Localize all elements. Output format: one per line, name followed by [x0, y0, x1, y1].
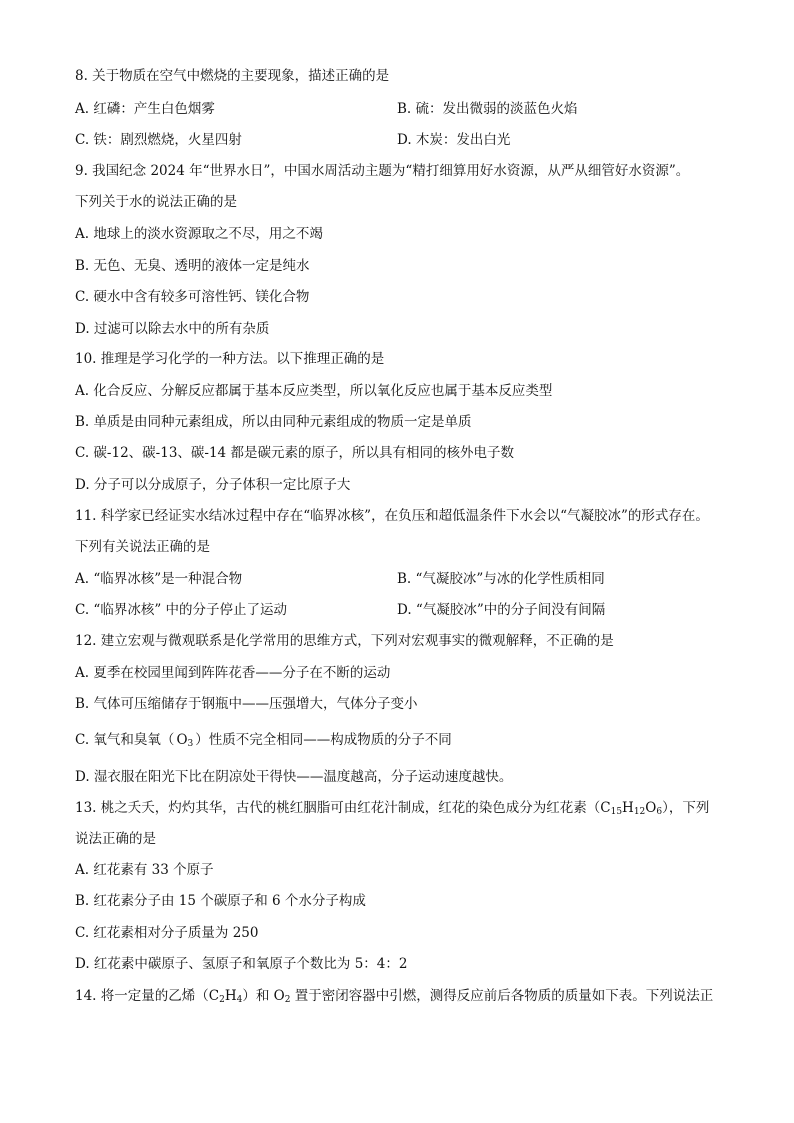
- question-11-stem-line2: 下列有关说法正确的是: [75, 539, 210, 555]
- question-9-option-d: D. 过滤可以除去水中的所有杂质: [75, 321, 270, 337]
- question-10-stem: 10. 推理是学习化学的一种方法。以下推理正确的是: [75, 351, 385, 367]
- question-8-option-b: B. 硫：发出微弱的淡蓝色火焰: [397, 101, 578, 117]
- formula-subscript: 6: [656, 807, 663, 817]
- question-14-stem: [75, 987, 713, 1005]
- question-11-option-c: C. “临界冰核” 中的分子停止了运动: [75, 602, 288, 618]
- question-13-stem-suffix: ），下列: [662, 800, 710, 816]
- formula-element: H: [622, 800, 634, 816]
- question-10-option-d: D. 分子可以分成原子，分子体积一定比原子大: [75, 477, 351, 493]
- formula-element: H: [224, 988, 237, 1004]
- question-12-option-c: [75, 731, 452, 749]
- formula-subscript: 12: [633, 807, 646, 817]
- question-8-stem: 8. 关于物质在空气中燃烧的主要现象，描述正确的是: [75, 68, 390, 84]
- formula-subscript: 2: [284, 995, 291, 1005]
- question-14-stem-middle: ）和 O: [242, 988, 285, 1004]
- question-9-option-c: C. 硬水中含有较多可溶性钙、镁化合物: [75, 289, 310, 305]
- ozone-formula: [176, 731, 193, 749]
- question-12-option-d: D. 湿衣服在阳光下比在阴凉处干得快——温度越高，分子运动速度越快。: [75, 769, 513, 785]
- question-11-option-d: D. “气凝胶冰”中的分子间没有间隔: [397, 602, 606, 618]
- question-11-stem-line1: 11. 科学家已经证实水结冰过程中存在“临界冰核”，在负压和超低温条件下水会以“气凝胶冰”的形式存在。: [75, 508, 709, 524]
- question-13-stem-line2: 说法正确的是: [75, 831, 156, 847]
- question-12-option-a: A. 夏季在校园里闻到阵阵花香——分子在不断的运动: [75, 665, 391, 681]
- ozone-formula-symbol: O: [176, 732, 188, 748]
- question-9-option-a: A. 地球上的淡水资源取之不尽，用之不竭: [75, 226, 323, 242]
- question-10-option-a: A. 化合反应、分解反应都属于基本反应类型，所以氧化反应也属于基本反应类型: [75, 383, 553, 399]
- question-11-option-a: A. “临界冰核”是一种混合物: [75, 571, 243, 587]
- question-11-option-b: B. “气凝胶冰”与冰的化学性质相同: [397, 571, 605, 587]
- question-9-stem-line2: 下列关于水的说法正确的是: [75, 194, 237, 210]
- question-8-option-a: A. 红磷：产生白色烟雾: [75, 101, 215, 117]
- formula-subscript: 2: [219, 995, 225, 1005]
- question-13-stem-prefix: 13. 桃之夭夭，灼灼其华，古代的桃红胭脂可由红花汁制成，红花的染色成分为红花素（C: [75, 800, 611, 816]
- question-10-option-b: B. 单质是由同种元素组成，所以由同种元素组成的物质一定是单质: [75, 414, 472, 430]
- question-13-option-a: A. 红花素有 33 个原子: [75, 862, 214, 878]
- question-13-option-d: D. 红花素中碳原子、氢原子和氧原子个数比为 5：4：2: [75, 956, 408, 972]
- question-12-stem: 12. 建立宏观与微观联系是化学常用的思维方式，下列对宏观事实的微观解释，不正确的是: [75, 633, 614, 649]
- formula-subscript: 15: [610, 807, 623, 817]
- question-12-option-c-suffix: ）性质不完全相同——构成物质的分子不同: [195, 732, 452, 748]
- question-9-stem-line1: 9. 我国纪念 2024 年“世界水日”，中国水周活动主题为“精打细算用好水资源，从严从细管好水资源”。: [75, 163, 690, 179]
- question-8-option-d: D. 木炭：发出白光: [397, 132, 511, 148]
- question-9-option-b: B. 无色、无臭、透明的液体一定是纯水: [75, 258, 310, 274]
- question-10-option-c: C. 碳-12、碳-13、碳-14 都是碳元素的原子，所以具有相同的核外电子数: [75, 445, 514, 461]
- question-8-option-c: C. 铁：剧烈燃烧，火星四射: [75, 132, 242, 148]
- formula-subscript: 4: [236, 995, 243, 1005]
- question-12-option-b: B. 气体可压缩储存于钢瓶中——压强增大，气体分子变小: [75, 696, 418, 712]
- ozone-formula-subscript: 3: [187, 739, 194, 749]
- question-13-option-c: C. 红花素相对分子质量为 250: [75, 925, 259, 941]
- question-13-option-b: B. 红花素分子由 15 个碳原子和 6 个水分子构成: [75, 893, 366, 909]
- question-14-stem-prefix: 14. 将一定量的乙烯（C: [75, 988, 220, 1004]
- question-14-stem-suffix: 置于密闭容器中引燃，测得反应前后各物质的质量如下表。下列说法正: [290, 988, 714, 1004]
- question-13-stem-line1: [75, 799, 709, 817]
- question-12-option-c-prefix: C. 氧气和臭氧（: [75, 732, 175, 748]
- formula-element: O: [645, 800, 657, 816]
